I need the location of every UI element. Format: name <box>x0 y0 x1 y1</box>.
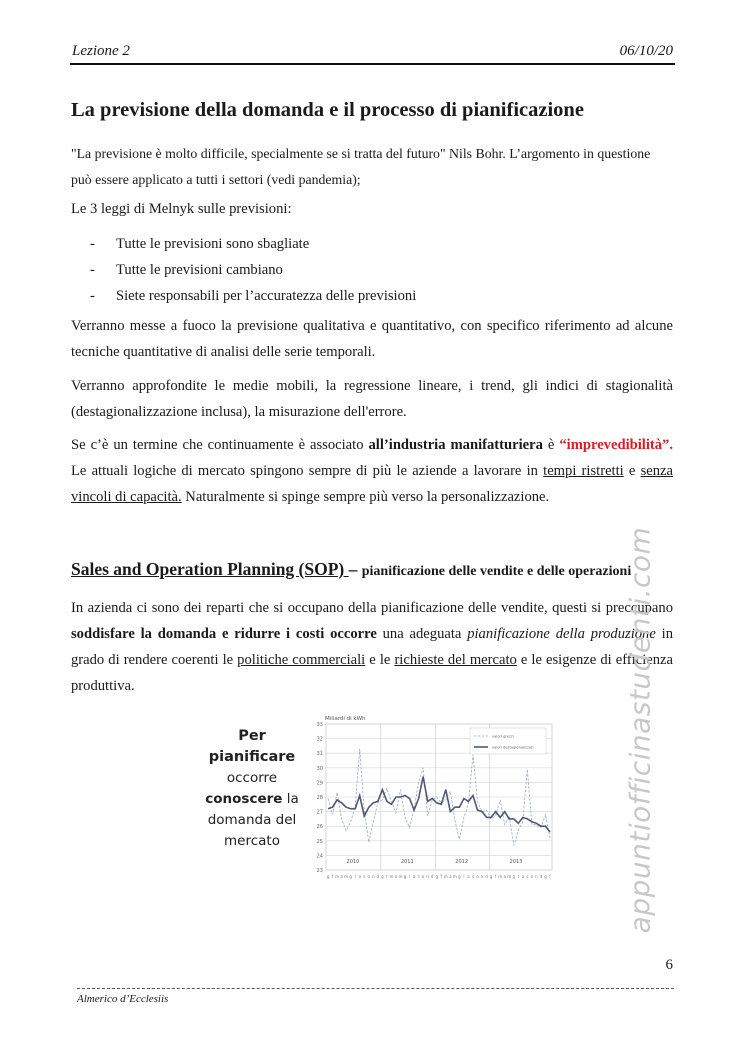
watermark-text: appuntiofficinastudenti.com <box>623 526 657 934</box>
year-label: 2012 <box>455 859 469 865</box>
text: Se c’è un termine che continuamente è associato <box>71 437 369 453</box>
month-ticks <box>327 874 552 879</box>
month-tick-label: a <box>503 874 506 879</box>
y-tick-label: 23 <box>316 868 323 874</box>
bullet: - <box>90 236 95 252</box>
text: è <box>542 437 560 453</box>
year-label: 2013 <box>509 859 523 865</box>
intro-text: L’argomento in questione <box>505 146 651 161</box>
text: In azienda ci sono dei reparti che si occupano della pianificazione delle vendite, questi si preccupano <box>71 600 673 616</box>
legend-label: valori grezzi <box>492 734 514 739</box>
text: Le attuali logiche di mercato spingono sempre di più le aziende a lavorare in <box>71 463 544 479</box>
italic-text: pianificazione della produzione <box>467 626 656 642</box>
month-tick-label: d <box>376 874 380 879</box>
month-tick-label: a <box>412 874 416 879</box>
bold-text: all’industria manifatturiera <box>368 437 543 453</box>
month-tick-label: l <box>354 874 356 879</box>
month-tick-label: g <box>326 874 330 879</box>
y-tick-label: 24 <box>316 853 323 860</box>
month-tick-label: a <box>467 874 470 879</box>
header-date: 06/10/20 <box>619 43 673 59</box>
month-tick-label: n <box>535 874 538 879</box>
month-tick-label: s <box>417 874 420 879</box>
y-axis-label: Miliardi di kWh <box>325 716 366 722</box>
month-tick-label: n <box>372 874 375 879</box>
watermark <box>620 526 660 934</box>
month-tick-label: n <box>480 874 484 879</box>
list-item <box>90 231 416 257</box>
list-item-text: Siete responsabili per l’accuratezza delle previsioni <box>116 288 417 304</box>
y-tick-label: 29 <box>316 780 323 787</box>
month-tick-label: f <box>386 874 388 879</box>
underlined-text: politiche commerciali <box>237 652 366 668</box>
month-tick-label: g <box>435 874 439 879</box>
y-tick-label: 26 <box>316 824 323 831</box>
melnyk-laws-list <box>90 231 416 309</box>
year-label: 2011 <box>400 859 414 865</box>
month-tick-label: d <box>539 874 543 879</box>
bullet: - <box>90 288 95 304</box>
sop-title: Sales and Operation Planning (SOP) <box>71 559 349 579</box>
list-item <box>90 257 416 283</box>
y-tick-label: 27 <box>316 809 323 816</box>
y-tick-label: 33 <box>316 722 323 728</box>
month-tick-label: m <box>498 874 503 879</box>
y-tick-label: 32 <box>316 736 323 743</box>
month-tick-label: s <box>363 874 366 879</box>
month-tick-label: g <box>381 874 384 879</box>
demand-figure <box>196 712 558 884</box>
text: Naturalmente si spinge sempre più verso la personalizzazione. <box>181 489 550 505</box>
month-tick-label: m <box>507 874 512 879</box>
list-item-text: Tutte le previsioni cambiano <box>116 262 283 278</box>
year-label: 2010 <box>346 859 360 865</box>
highlight-text: “imprevedibilità”. <box>559 437 674 453</box>
intro-text-2: può essere applicato a tutti i settori (vedi pandemia); <box>71 172 361 187</box>
y-tick-label: 30 <box>316 765 323 772</box>
month-tick-label: m <box>335 874 340 879</box>
month-tick-label: m <box>398 874 403 879</box>
intro-paragraph <box>71 141 673 193</box>
month-tick-label: f <box>331 874 334 879</box>
month-tick-label: g <box>349 874 352 879</box>
month-tick-label: a <box>340 874 343 879</box>
legend <box>470 728 546 754</box>
caption-line: domanda del <box>207 812 297 828</box>
month-tick-label: s <box>526 874 529 879</box>
page-number: 6 <box>665 957 673 973</box>
lesson-label: Lezione 2 <box>72 43 130 59</box>
month-tick-label: f <box>440 874 442 879</box>
bullet: - <box>90 262 95 278</box>
caption-line: occorre <box>226 770 278 786</box>
sop-paragraph <box>71 595 673 699</box>
unpredictability-paragraph <box>71 432 673 510</box>
legend-box <box>470 728 546 754</box>
underlined-text: senza vincoli di capacità. <box>71 463 673 505</box>
month-tick-label: f <box>494 874 497 879</box>
caption-bold: conoscere <box>205 791 283 807</box>
y-tick-label: 31 <box>316 751 323 758</box>
page-title: La previsione della domanda e il processo di pianificazione <box>71 99 584 121</box>
sop-heading <box>71 559 631 580</box>
month-tick-label: l <box>463 874 465 879</box>
text: e <box>623 463 641 479</box>
month-tick-label: o <box>421 874 425 879</box>
month-tick-label: m <box>443 874 448 879</box>
month-tick-label: g <box>489 874 493 879</box>
month-tick-label: s <box>471 874 475 879</box>
sop-subtitle: pianificazione delle vendite e delle operazioni <box>361 564 632 579</box>
text: e le esigenze di efficienza produttiva. <box>71 652 673 694</box>
text: in grado di rendere coerenti le <box>71 626 674 668</box>
deepen-paragraph: Verranno approfondite le medie mobili, la regressione lineare, i trend, gli indici di stagionalità (destagionalizzazione inclusa), la misurazione dell'errore. <box>71 378 673 420</box>
month-tick-label: n <box>426 874 429 879</box>
caption-line: mercato <box>224 833 280 849</box>
month-tick-label: a <box>358 874 361 879</box>
focus-paragraph: Verranno messe a fuoco la previsione qualitativa e quantitativo, con specifico riferimento ad alcune tecniche quantitative di analisi delle serie temporali. <box>71 318 673 360</box>
month-tick-label: g <box>512 874 516 879</box>
y-ticks <box>317 722 323 874</box>
month-tick-label: l <box>517 874 519 879</box>
text: una adeguata <box>376 626 468 642</box>
month-tick-label: g <box>403 874 407 879</box>
month-tick-label: l <box>408 874 411 879</box>
underlined-text: tempi ristretti <box>543 463 624 479</box>
month-tick-label: o <box>530 874 534 879</box>
month-tick-label: a <box>449 874 452 879</box>
month-tick-label: f <box>549 874 551 879</box>
y-tick-label: 28 <box>316 795 323 801</box>
text: e le <box>365 652 395 668</box>
caption-line: Per pianificare <box>208 728 296 765</box>
figure-caption <box>196 726 308 852</box>
month-tick-label: a <box>394 874 398 879</box>
list-item <box>90 283 416 309</box>
page-header <box>70 41 675 65</box>
caption-text: la <box>282 791 299 807</box>
footer-divider <box>77 988 674 989</box>
bold-text: soddisfare la domanda e ridurre i costi occorre <box>71 626 377 642</box>
month-tick-label: d <box>485 874 488 879</box>
legend-label: valori destagionalizzati <box>492 745 534 750</box>
month-tick-label: d <box>430 874 434 879</box>
month-tick-label: g <box>544 874 547 879</box>
month-tick-label: o <box>367 874 371 879</box>
dash: – <box>348 559 362 579</box>
y-tick-label: 25 <box>316 838 323 845</box>
month-tick-label: a <box>521 874 525 879</box>
list-item-text: Tutte le previsioni sono sbagliate <box>116 236 310 252</box>
month-tick-label: g <box>458 874 461 879</box>
footer-author: Almerico d’Ecclesiis <box>77 993 169 1005</box>
month-tick-label: m <box>389 874 394 879</box>
energy-demand-chart <box>308 712 558 884</box>
laws-intro: Le 3 leggi di Melnyk sulle previsioni: <box>71 201 292 217</box>
month-tick-label: o <box>476 874 479 879</box>
month-tick-label: m <box>452 874 457 879</box>
bohr-quote: "La previsione è molto difficile, specialmente se si tratta del futuro" Nils Bohr. <box>71 146 506 161</box>
underlined-text: richieste del mercato <box>394 652 517 668</box>
month-tick-label: m <box>344 874 349 879</box>
